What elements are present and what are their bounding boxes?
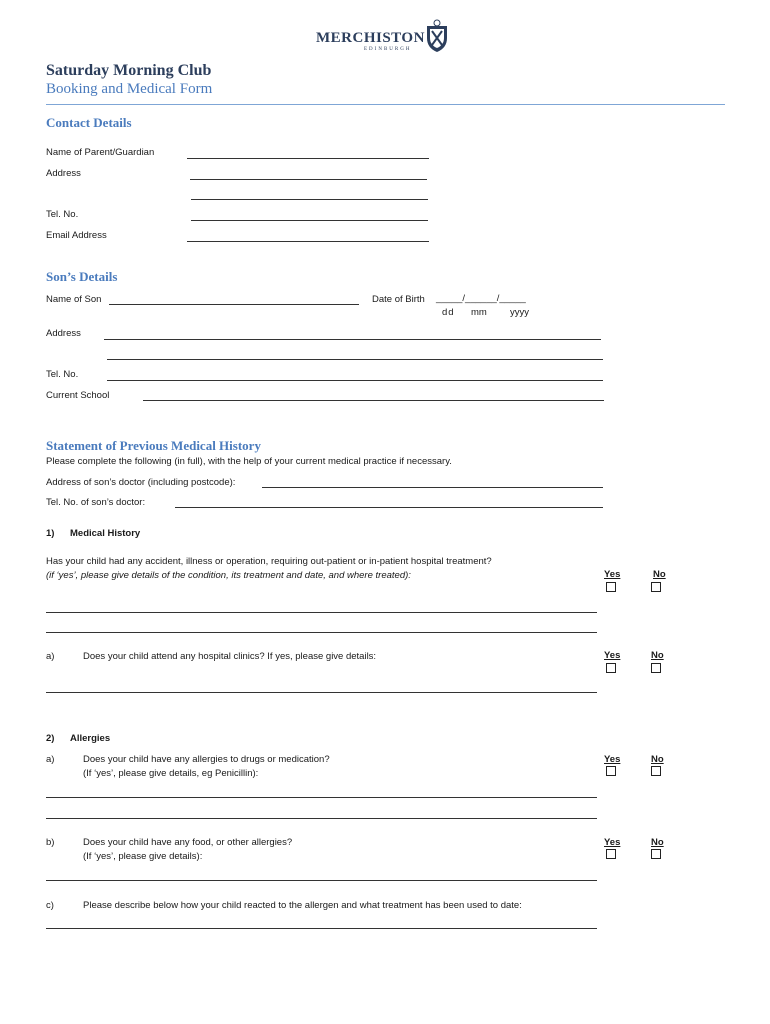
- logo-name: MERCHISTON: [316, 30, 425, 46]
- doctor-address-label: Address of son’s doctor (including postcode):: [46, 477, 236, 488]
- q2b-yes-label: Yes: [604, 837, 621, 848]
- doctor-address-field[interactable]: [262, 487, 603, 488]
- q2a-answer-line-2[interactable]: [46, 818, 597, 819]
- q2a-letter: a): [46, 754, 55, 765]
- title-rule: [46, 104, 725, 105]
- son-name-label: Name of Son: [46, 294, 102, 305]
- q2a-no-label: No: [651, 754, 664, 765]
- q2b-no-checkbox[interactable]: [651, 849, 661, 859]
- qa-text: Does your child attend any hospital clinics? If yes, please give details:: [83, 651, 377, 662]
- q2a-yes-label: Yes: [604, 754, 621, 765]
- q1-answer-line-1[interactable]: [46, 612, 597, 613]
- q2b-text: Does your child have any food, or other allergies?: [83, 837, 293, 848]
- dob-dd: dd: [442, 307, 455, 318]
- q1-yes-checkbox[interactable]: [606, 582, 616, 592]
- crest-icon: [422, 18, 452, 54]
- son-address-field-1[interactable]: [104, 339, 601, 340]
- school-label: Current School: [46, 390, 110, 401]
- q1-text: Has your child had any accident, illness or operation, requiring out-patient or in-patient hospital treatment?: [46, 556, 492, 567]
- q2a-answer-line-1[interactable]: [46, 797, 597, 798]
- q2a-no-checkbox[interactable]: [651, 766, 661, 776]
- qa-yes-checkbox[interactable]: [606, 663, 616, 673]
- contact-tel-label: Tel. No.: [46, 209, 79, 220]
- q2b-yes-checkbox[interactable]: [606, 849, 616, 859]
- q1-no-label: No: [653, 569, 666, 580]
- section2-number: 2): [46, 733, 55, 744]
- qa-yes-label: Yes: [604, 650, 621, 661]
- q2b-note: (If ‘yes’, please give details):: [83, 851, 203, 862]
- q2c-text: Please describe below how your child reacted to the allergen and what treatment has been used to date:: [83, 900, 522, 911]
- son-name-field[interactable]: [109, 304, 359, 305]
- son-address-field-2[interactable]: [107, 359, 603, 360]
- dob-field[interactable]: _____/______/_____: [436, 293, 526, 304]
- medical-heading: Statement of Previous Medical History: [46, 438, 261, 453]
- son-address-label: Address: [46, 328, 81, 339]
- section1-title: Medical History: [70, 528, 141, 539]
- qa-no-checkbox[interactable]: [651, 663, 661, 673]
- son-heading: Son’s Details: [46, 269, 118, 284]
- page-title: Saturday Morning Club: [46, 62, 212, 79]
- q2c-letter: c): [46, 900, 54, 911]
- son-tel-field[interactable]: [107, 380, 603, 381]
- qa-answer-line[interactable]: [46, 692, 597, 693]
- doctor-tel-field[interactable]: [175, 507, 603, 508]
- qa-letter: a): [46, 651, 55, 662]
- email-field[interactable]: [187, 241, 429, 242]
- contact-address-field-2[interactable]: [191, 199, 428, 200]
- q1-note: (if ‘yes’, please give details of the condition, its treatment and date, and where treated):: [46, 570, 411, 581]
- q2b-answer-line[interactable]: [46, 880, 597, 881]
- dob-mm: mm: [471, 307, 487, 318]
- contact-tel-field[interactable]: [191, 220, 428, 221]
- q2b-letter: b): [46, 837, 55, 848]
- dob-yyyy: yyyy: [510, 307, 529, 318]
- q1-no-checkbox[interactable]: [651, 582, 661, 592]
- q1-yes-label: Yes: [604, 569, 621, 580]
- q2a-text: Does your child have any allergies to drugs or medication?: [83, 754, 330, 765]
- logo-sub: EDINBURGH: [364, 47, 412, 52]
- email-label: Email Address: [46, 230, 107, 241]
- q2a-note: (If ‘yes’, please give details, eg Penicillin):: [83, 768, 259, 779]
- parent-name-field[interactable]: [187, 158, 429, 159]
- q2c-answer-line[interactable]: [46, 928, 597, 929]
- contact-address-label: Address: [46, 168, 81, 179]
- section1-number: 1): [46, 528, 55, 539]
- doctor-tel-label: Tel. No. of son’s doctor:: [46, 497, 146, 508]
- qa-no-label: No: [651, 650, 664, 661]
- son-tel-label: Tel. No.: [46, 369, 79, 380]
- q2a-yes-checkbox[interactable]: [606, 766, 616, 776]
- q2b-no-label: No: [651, 837, 664, 848]
- contact-address-field-1[interactable]: [190, 179, 427, 180]
- page-subtitle: Booking and Medical Form: [46, 81, 213, 97]
- school-field[interactable]: [143, 400, 604, 401]
- parent-name-label: Name of Parent/Guardian: [46, 147, 155, 158]
- medical-intro: Please complete the following (in full), with the help of your current medical practice if necessary.: [46, 456, 452, 467]
- q1-answer-line-2[interactable]: [46, 632, 597, 633]
- contact-heading: Contact Details: [46, 115, 132, 130]
- section2-title: Allergies: [70, 733, 111, 744]
- dob-label: Date of Birth: [372, 294, 425, 305]
